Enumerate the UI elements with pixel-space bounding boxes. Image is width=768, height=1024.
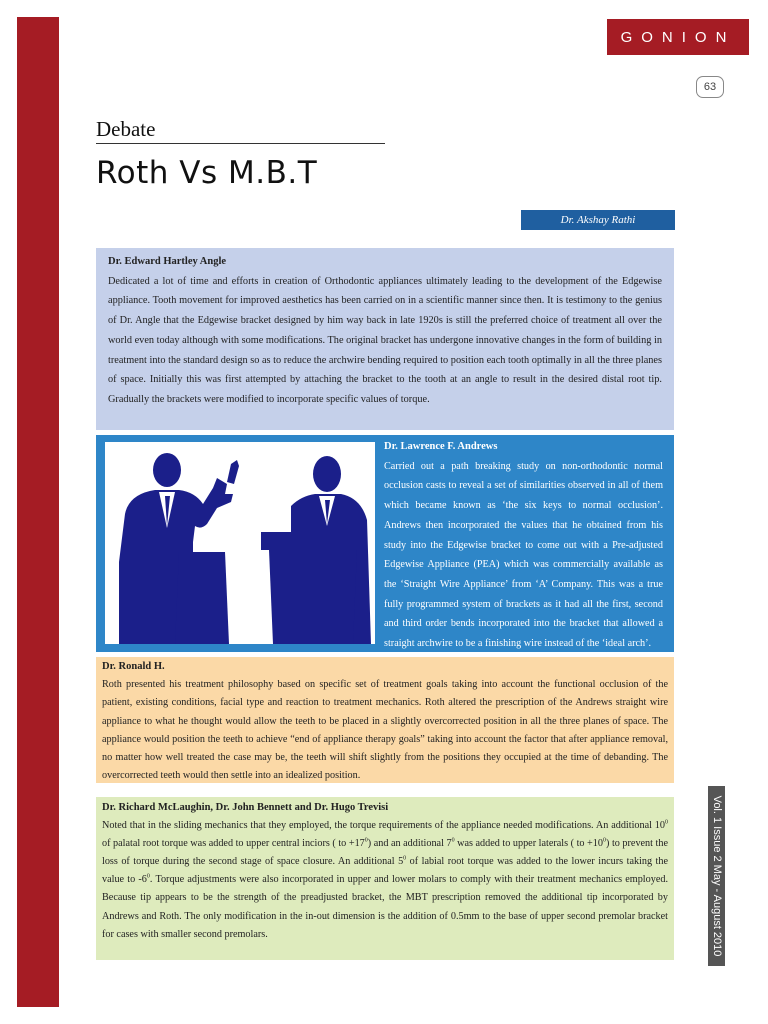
journal-brand: GONION [607,19,749,55]
section-label: Debate [96,117,156,141]
roth-box [96,657,674,783]
mbt-box [96,797,674,960]
mbt-body [102,817,668,944]
mbt-text-5: ) to prevent the loss of torque during the second stage of space closure. An additional 5 [102,838,668,868]
degree-mark: 0 [403,855,407,862]
page-number: 63 [696,76,724,98]
andrews-body: Carried out a path breaking study on non-orthodontic normal occlusion casts to reveal a set of similarities observed in all of them which became known as ‘the six keys to normal occlusion’. Andrews then incorporated the values that he obtained from his study into the Edgewise bracket to come out with a Pre-adjusted Edgewise Appliance (PEA) which was commercially available as the ‘Straight Wire Appliance’ from ‘A’ Company. This was a true fully programmed system of brackets as it had all the first, second and third order bends incorporated into the bracket that allowed a straight archwire to be a finishing wire instead of the ‘ideal arch’. [384,460,663,650]
volume-text: Vol. 1 Issue 2 May - August 2010 [710,795,723,957]
angle-body: Dedicated a lot of time and efforts in creation of Orthodontic appliances ultimately leading to the development of the Edgewise appliance. Tooth movement for improved aesthetics has been carried on in a scientific manner since then. It is testimony to the genius of Dr. Angle that the Edgewise bracket designed by him way back in late 1920s is still the preferred choice of treatment all over the world even today although with some modifications. The original bracket has undergone innovative changes in the form of building in treatment into the standard design so as to reduce the archwire bending required to position each tooth optimally in all the three planes of space. Initially this was first attempted by attaching the bracket to the tooth at an angle to result in the desired distal root tip. Gradually the brackets were modified to incorporate specific values of torque. [108,275,662,405]
mbt-heading: Dr. Richard McLaughin, Dr. John Bennett and Dr. Hugo Trevisi [102,802,389,813]
debate-speakers-icon [105,442,375,644]
degree-mark: 0 [364,837,368,844]
roth-heading: Dr. Ronald H. [102,661,165,672]
angle-heading: Dr. Edward Hartley Angle [108,256,227,267]
author-badge: Dr. Akshay Rathi [521,210,675,230]
mbt-text-6: of labial root torque was added to the lower incurs taking the value to -6 [102,856,668,886]
debate-illustration [105,442,375,644]
mbt-text-1: Noted that in the sliding mechanics that they employed, the torque requirements of the appliance needed modifications. An additional 10 [102,820,665,832]
mbt-text-7: . Torque adjustments were also incorporated in upper and lower molars to comply with their treatment mechanics employed. Because tip appears to be the strength of the preadjusted bracket, the MBT prescription removed the additional tip incorporated by Andrews and Roth. The only modification in the in-out dimension is the addition of 0.5mm to the base of upper second premolar bracket for cases with smaller second premolars. [102,874,668,940]
andrews-heading: Dr. Lawrence F. Andrews [384,441,498,452]
degree-mark: 0 [451,837,455,844]
andrews-text [384,437,663,654]
andrews-box [96,435,674,652]
angle-box [96,248,674,430]
degree-mark: 0 [603,837,606,844]
degree-mark: 0 [146,873,150,880]
mbt-text-3: ) and an additional 7 [367,838,452,850]
roth-body: Roth presented his treatment philosophy based on specific set of treatment goals taking into account the functional occlusion of the patient, existing conditions, facial type and reaction to treatment mechanics. Roth altered the prescription of the Andrews straight wire appliance to what he thought would allow the teeth to be placed in a slightly overcorrected position in all the three planes of space. The appliance would position the teeth to achieve “end of appliance therapy goals” taking into account the factor that after appliance removal, no matter how well treated the case may be, the teeth will shift slightly from the positions they occupied at the time of debanding. The overcorrected teeth would then settle into an idealized position. [102,679,668,782]
section-divider [96,143,385,144]
left-accent-bar [17,17,59,1007]
article-title: Roth Vs M.B.T [96,155,318,191]
degree-mark: 0 [665,819,668,826]
volume-tab [708,786,725,966]
mbt-text-4: was added to upper laterals ( to +10 [454,838,603,850]
mbt-text-2: of palatal root torque was added to upper central inciors ( to +17 [102,838,365,850]
